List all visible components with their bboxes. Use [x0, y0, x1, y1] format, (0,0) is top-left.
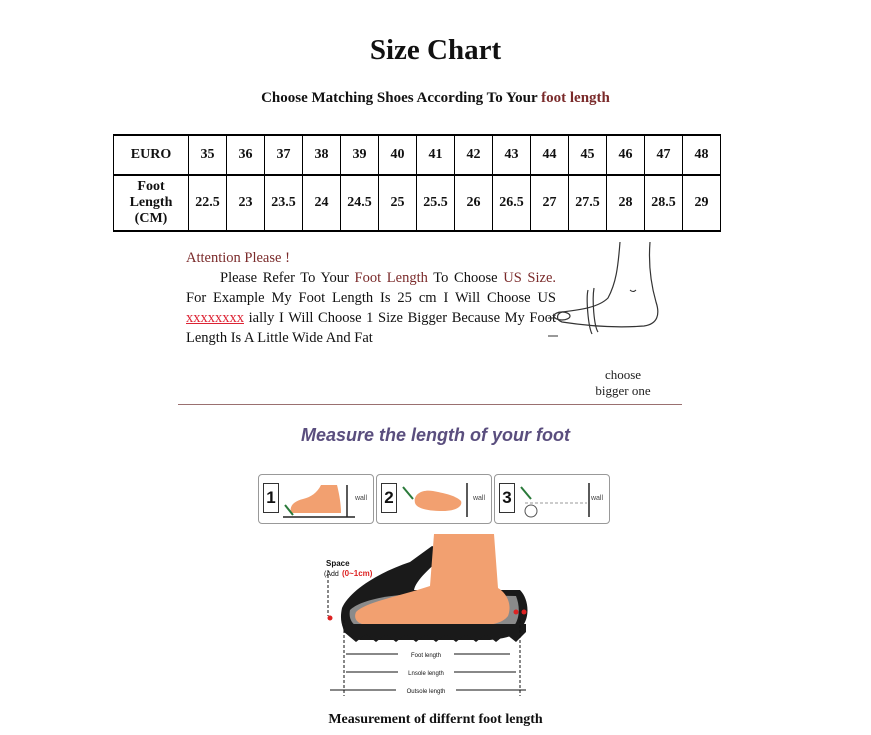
foot-length-value: 26.5: [493, 175, 531, 231]
attention-heading: Attention Please !: [186, 250, 290, 266]
foot-length-value: 24.5: [341, 175, 379, 231]
foot-side-icon: [281, 479, 363, 521]
attention-us-size: US Size.: [503, 270, 557, 286]
foot-length-value: 25: [379, 175, 417, 231]
size-table: [113, 134, 721, 232]
attention-placeholder: xxxxxxxx: [186, 310, 244, 326]
subtitle-highlight: foot length: [541, 90, 610, 106]
divider: [178, 404, 682, 405]
foot-length-value: 27: [531, 175, 569, 231]
foot-length-value: 29: [683, 175, 721, 231]
space-add-label: (Add: [324, 571, 339, 578]
insole-length-label: Lnsole length: [408, 671, 444, 677]
foot-length-value: 23: [227, 175, 265, 231]
attention-foot-length: Foot Length: [354, 270, 428, 286]
foot-label-line: Foot: [137, 179, 165, 194]
step-number: 3: [499, 483, 515, 513]
foot-length-value: 27.5: [569, 175, 607, 231]
attention-text: For Example My Foot Length Is 25 cm I Will Choose US: [186, 290, 556, 306]
step-2-panel: [376, 474, 492, 524]
measure-heading: Measure the length of your foot: [300, 425, 570, 445]
euro-row: [114, 135, 721, 175]
attention-note: [186, 248, 556, 348]
wall-label: wall: [590, 495, 603, 502]
outsole-length-label: Outsole length: [406, 689, 446, 695]
euro-size: 37: [265, 135, 303, 175]
measurement-caption: Measurement of differnt foot length: [328, 712, 543, 727]
choose-line: choose: [604, 367, 642, 382]
step-number: 2: [381, 483, 397, 513]
attention-body: [186, 268, 556, 348]
space-value: (0~1cm): [342, 569, 373, 578]
measure-line-icon: [517, 479, 599, 521]
euro-size: 47: [645, 135, 683, 175]
euro-size: 35: [189, 135, 227, 175]
foot-length-row: [114, 175, 721, 231]
euro-size: 38: [303, 135, 341, 175]
euro-size: 45: [569, 135, 607, 175]
foot-top-icon: [399, 479, 481, 521]
foot-length-value: 28: [607, 175, 645, 231]
attention-text: To Choose: [433, 270, 498, 286]
page-title: Size Chart: [369, 34, 502, 66]
euro-size: 39: [341, 135, 379, 175]
euro-size: 41: [417, 135, 455, 175]
euro-size: 48: [683, 135, 721, 175]
choose-bigger-note: [580, 367, 666, 399]
foot-length-value: 22.5: [189, 175, 227, 231]
space-label: Space: [326, 559, 350, 568]
step-number: 1: [263, 483, 279, 513]
wall-label: wall: [354, 495, 367, 502]
subtitle-prefix: Choose Matching Shoes According To Your: [261, 90, 538, 106]
foot-length-value: 28.5: [645, 175, 683, 231]
foot-length-value: 25.5: [417, 175, 455, 231]
foot-length-label: [114, 175, 189, 231]
foot-length-value: 23.5: [265, 175, 303, 231]
attention-text: ially I Will Choose 1 Size Bigger Because My Foot Length Is A Little Wide And Fat: [186, 310, 556, 346]
step-3-panel: [494, 474, 610, 524]
attention-text: Please Refer To Your: [220, 270, 349, 286]
step-1-panel: [258, 474, 374, 524]
foot-sketch-illustration: [548, 238, 678, 348]
euro-size: 44: [531, 135, 569, 175]
euro-size: 46: [607, 135, 645, 175]
choose-line: bigger one: [595, 383, 651, 398]
shoe-measurement-diagram: [320, 528, 540, 698]
subtitle: [0, 90, 871, 107]
euro-size: 40: [379, 135, 417, 175]
foot-length-value: 24: [303, 175, 341, 231]
wall-label: wall: [472, 495, 485, 502]
euro-size: 42: [455, 135, 493, 175]
euro-size: 43: [493, 135, 531, 175]
foot-label-line: (CM): [134, 211, 168, 226]
foot-length-value: 26: [455, 175, 493, 231]
euro-size: 36: [227, 135, 265, 175]
foot-length-label: Foot length: [410, 653, 442, 659]
foot-label-line: Length: [129, 195, 173, 210]
euro-label: EURO: [114, 135, 189, 175]
